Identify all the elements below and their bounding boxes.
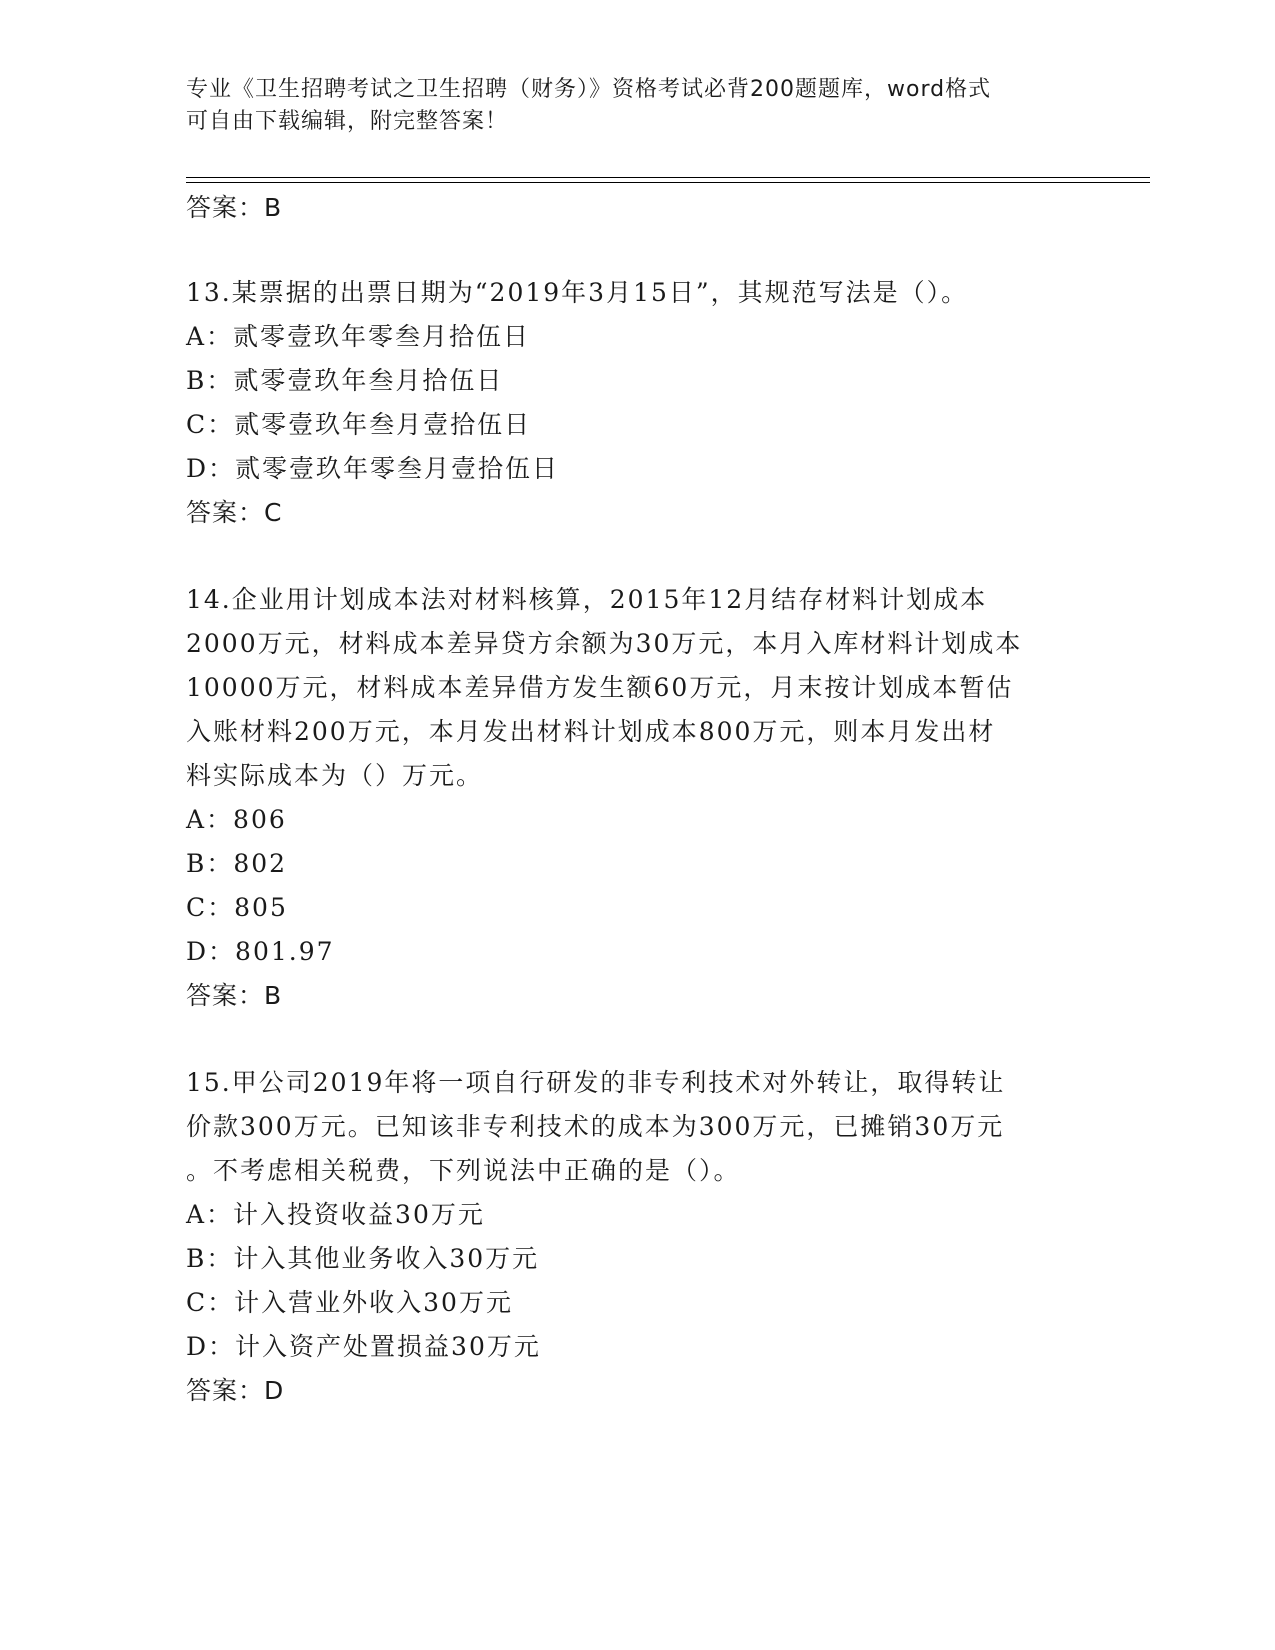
question-15-option-c: C：计入营业外收入30万元 bbox=[186, 1288, 513, 1317]
question-14-stem-line-2: 2000万元，材料成本差异贷方余额为30万元，本月入库材料计划成本 bbox=[186, 629, 1023, 658]
question-13-answer: 答案：C bbox=[186, 498, 283, 527]
question-14-answer: 答案：B bbox=[186, 981, 283, 1010]
question-15-option-a: A：计入投资收益30万元 bbox=[186, 1200, 485, 1229]
question-13-option-c: C：贰零壹玖年叁月壹拾伍日 bbox=[186, 410, 532, 439]
header-line-1: 专业《卫生招聘考试之卫生招聘（财务）》资格考试必背200题题库，word格式 bbox=[186, 77, 992, 102]
question-15-option-b: B：计入其他业务收入30万元 bbox=[186, 1244, 540, 1273]
question-13-option-b: B：贰零壹玖年叁月拾伍日 bbox=[186, 366, 504, 395]
question-14-stem-line-1: 14.企业用计划成本法对材料核算，2015年12月结存材料计划成本 bbox=[186, 585, 988, 614]
question-13-option-a: A：贰零壹玖年零叁月拾伍日 bbox=[186, 322, 531, 351]
question-13-stem: 13.某票据的出票日期为“2019年3月15日”，其规范写法是（）。 bbox=[186, 278, 969, 307]
question-15-answer: 答案：D bbox=[186, 1376, 285, 1405]
question-14-stem-line-4: 入账材料200万元，本月发出材料计划成本800万元，则本月发出材 bbox=[186, 717, 996, 746]
question-15-stem-line-1: 15.甲公司2019年将一项自行研发的非专利技术对外转让，取得转让 bbox=[186, 1068, 1006, 1097]
question-14-option-d: D：801.97 bbox=[186, 937, 335, 966]
document-header bbox=[186, 74, 1066, 138]
question-14-stem-line-5: 料实际成本为（）万元。 bbox=[186, 761, 484, 790]
question-15-stem-line-3: 。不考虑相关税费，下列说法中正确的是（）。 bbox=[186, 1156, 741, 1185]
question-14-option-c: C：805 bbox=[186, 893, 288, 922]
header-rule-bottom bbox=[186, 182, 1150, 183]
question-14-stem-line-3: 10000万元，材料成本差异借方发生额60万元，月末按计划成本暂估 bbox=[186, 673, 1014, 702]
header-line-2: 可自由下载编辑，附完整答案！ bbox=[186, 109, 509, 134]
question-15-option-d: D：计入资产处置损益30万元 bbox=[186, 1332, 541, 1361]
header-rule-top bbox=[186, 177, 1150, 178]
question-13-option-d: D：贰零壹玖年零叁月壹拾伍日 bbox=[186, 454, 560, 483]
previous-answer: 答案：B bbox=[186, 193, 283, 222]
question-15-stem-line-2: 价款300万元。已知该非专利技术的成本为300万元，已摊销30万元 bbox=[186, 1112, 1005, 1141]
question-14-option-a: A：806 bbox=[186, 805, 287, 834]
question-14-option-b: B：802 bbox=[186, 849, 288, 878]
